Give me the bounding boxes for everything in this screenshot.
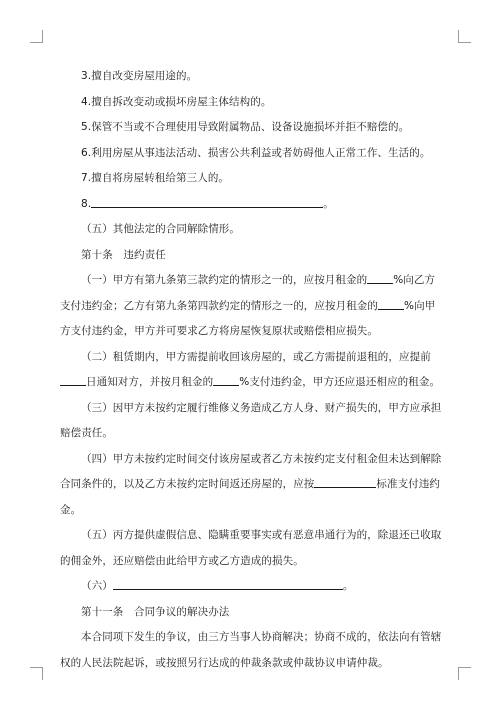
fill-blank-penalty-percent[interactable] (213, 373, 239, 386)
paragraph-6-prefix: （六） (81, 580, 113, 592)
list-item-4: 4.擅自拆改变动或损坏房屋主体结构的。 (81, 95, 272, 108)
paragraph-4-text-a: （四）甲方未按约定时间交付该房屋或者乙方未按约定支付租金但未达到解除合同条件的，以及乙方未按约定时间返还房屋的，应按 (60, 452, 442, 490)
fill-blank-notice-days[interactable] (60, 373, 86, 386)
article-10-paragraph-6 (60, 574, 444, 600)
paragraph-1-text-a: （一）甲方有第九条第三款约定的情形之一的，应按月租金的 (81, 274, 368, 286)
article-10-paragraph-1 (60, 268, 444, 345)
article-10-title: 第十条 违约责任 (81, 248, 166, 261)
document-body (60, 64, 444, 676)
fill-blank-rent-percent-landlord[interactable] (367, 271, 393, 284)
list-item-8-suffix: 。 (323, 197, 334, 210)
corner-mark-bottom-right (458, 667, 471, 680)
fill-blank-item-8[interactable] (91, 195, 323, 208)
paragraph-1-text-b: %向乙方支付违约金；乙方有第九条第四款约定的情形之一的，应按月租金的 (60, 274, 436, 312)
paragraph-4-text-b: 标准支付违约金。 (60, 478, 441, 516)
list-item-8-prefix: 8. (81, 197, 92, 210)
list-item-5: 5.保管不当或不合理使用导致附属物品、设备设施损坏并拒不赔偿的。 (81, 121, 410, 133)
list-item-3: 3.擅自改变房屋用途的。 (81, 70, 198, 82)
article-11-body: 本合同项下发生的争议，由三方当事人协商解决；协商不成的，依法向有管辖权的人民法院起诉，或按照另行达成的仲裁条款或仲裁协议申请仲裁。 (60, 631, 442, 669)
paragraph-2-text-c: %支付违约金，甲方还应退还相应的租金。 (239, 376, 441, 388)
list-item-8 (60, 192, 444, 218)
corner-mark-bottom-left (30, 667, 43, 680)
paragraph-2-text-a: （二）租赁期内，甲方需提前收回该房屋的，或乙方需提前退租的，应提前 (81, 350, 431, 363)
list-item-7: 7.擅自将房屋转租给第三人的。 (81, 172, 230, 184)
paragraph-2-text-b: 日通知对方，并按月租金的 (86, 376, 214, 388)
list-item-6: 6.利用房屋从事违法活动、损害公共利益或者妨碍他人正常工作、生活的。 (81, 146, 431, 159)
article-10-paragraph-3: （三）因甲方未按约定履行维修义务造成乙方人身、财产损失的，甲方应承担赔偿责任。 (60, 401, 442, 439)
article-10-paragraph-2 (60, 345, 444, 396)
paragraph-1-text-c: %向甲方支付违约金，甲方并可要求乙方将房屋恢复原状或赔偿相应损失。 (60, 299, 436, 337)
corner-mark-top-left (30, 30, 43, 43)
fill-blank-penalty-standard[interactable] (314, 475, 376, 488)
fill-blank-rent-percent-tenant[interactable] (378, 297, 404, 310)
fill-blank-item-6[interactable] (113, 577, 343, 590)
corner-mark-top-right (458, 30, 471, 43)
article-10-paragraph-5: （五）丙方提供虚假信息、隐瞒重要事实或有恶意串通行为的，除退还已收取的佣金外，还应赔偿由此给甲方或乙方造成的损失。 (60, 529, 442, 567)
article-11-title: 第十一条 合同争议的解决办法 (81, 605, 230, 618)
clause-other-termination: （五）其他法定的合同解除情形。 (81, 223, 240, 235)
paragraph-6-suffix: 。 (342, 580, 354, 592)
article-10-paragraph-4 (60, 447, 444, 524)
